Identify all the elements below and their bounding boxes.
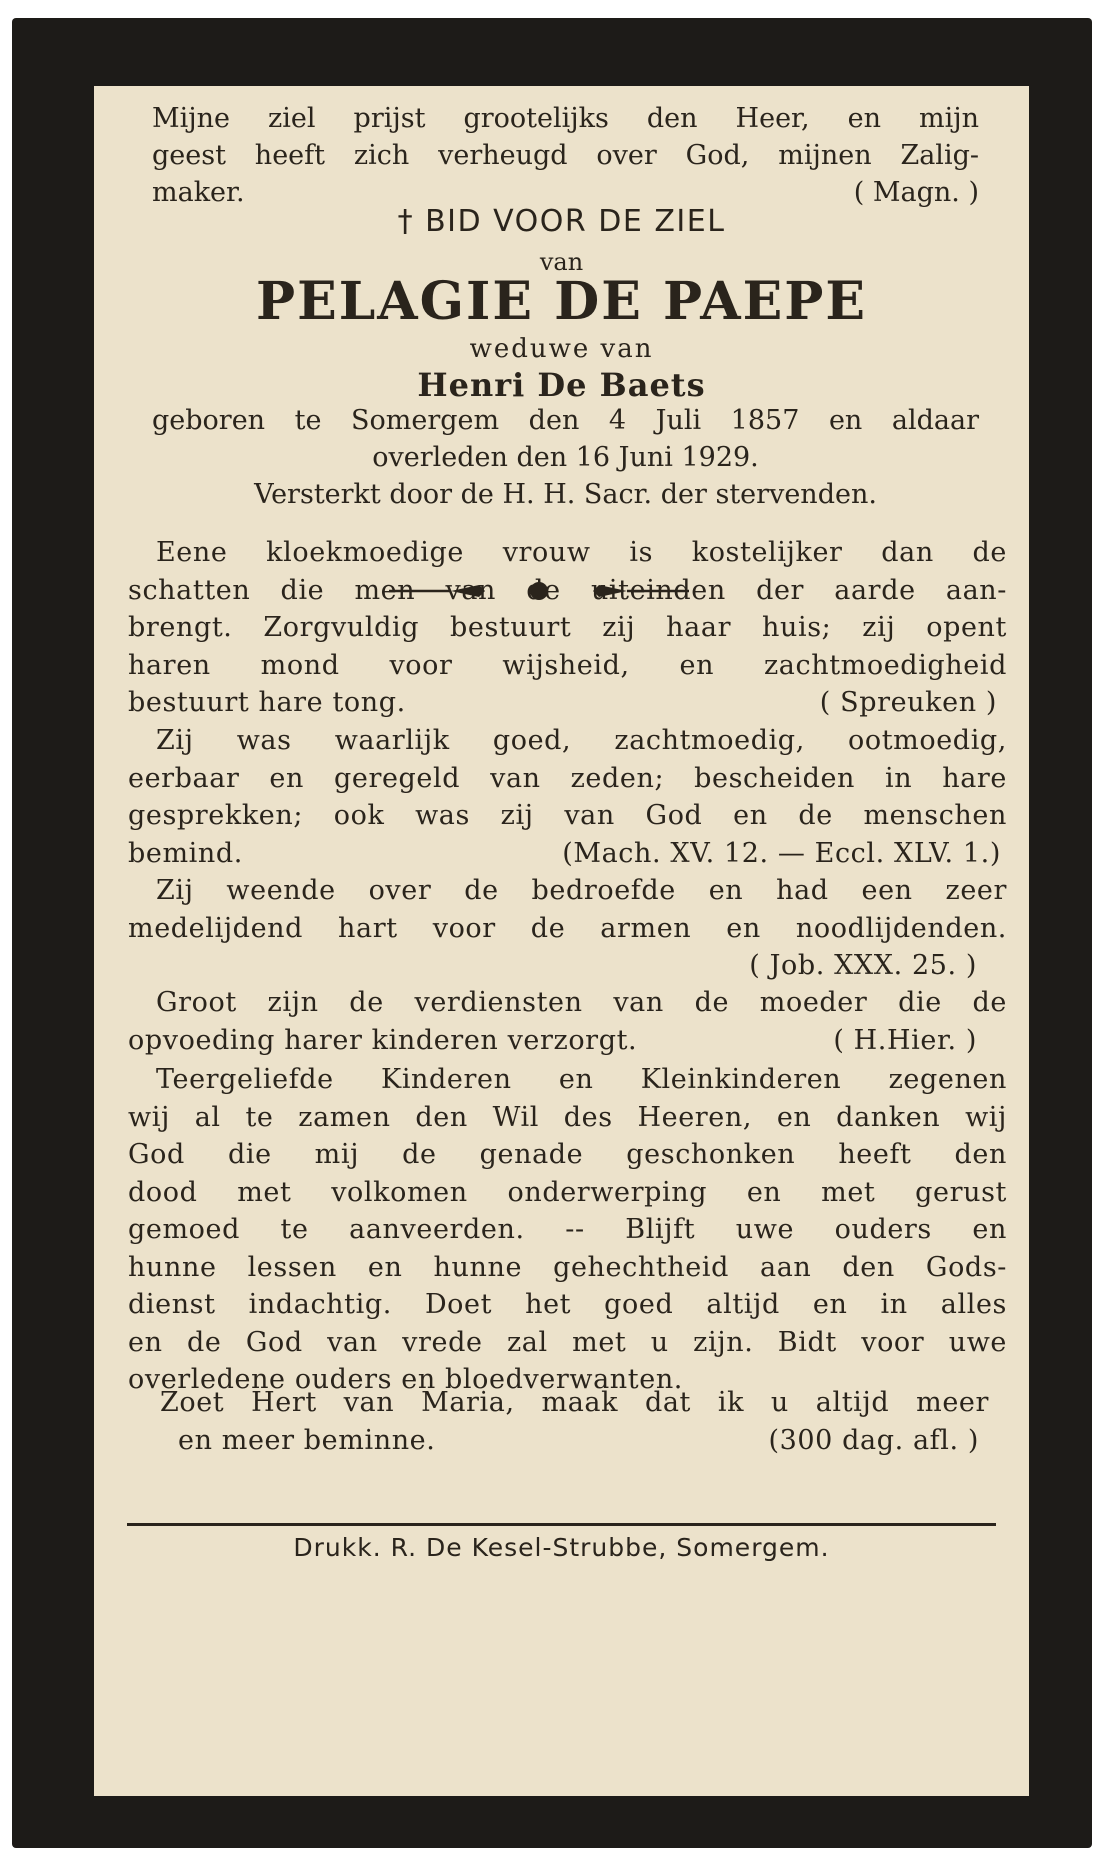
paragraph-farewell [128, 1061, 1007, 1399]
memorial-card-paper [94, 86, 1029, 1796]
text-line: medelijdend hart voor de armen en noodlijdenden. [128, 912, 1007, 944]
citation: (Mach. XV. 12. — Eccl. XLV. 1.) [562, 837, 1001, 869]
paragraph-spreuken [128, 534, 1007, 722]
van-label: van [539, 248, 584, 276]
memorial-card-border [12, 18, 1092, 1848]
sacraments-line: Versterkt door de H. H. Sacr. der stervenden. [254, 479, 877, 510]
printer-credit: Drukk. R. De Kesel-Strubbe, Somergem. [293, 1533, 830, 1562]
text-line: gemoed te aanveerden. -- Blijft uwe ouders en [128, 1214, 1007, 1245]
text-line: overledene ouders en bloedverwanten. [128, 1364, 683, 1395]
text-line: dienst indachtig. Doet het goed altijd en in alles [128, 1289, 1007, 1320]
citation: ( H.Hier. ) [833, 1024, 977, 1056]
text-line: Teergeliefde Kinderen en Kleinkinderen zegenen [156, 1064, 1007, 1095]
paragraph-machabeen [128, 722, 1007, 872]
text-line: haren mond voor wijsheid, en zachtmoedigheid [128, 649, 1007, 681]
text-line-with-source [128, 1022, 1007, 1060]
text-line: opvoeding harer kinderen verzorgt. [128, 1024, 638, 1056]
epigraph-line: maker. [152, 177, 245, 208]
citation: ( Job. XXX. 25. ) [749, 950, 977, 981]
text-line: eerbaar en geregeld van zeden; bescheiden in hare [128, 762, 1007, 794]
text-line: en de God van vrede zal met u zijn. Bidt voor uwe [128, 1326, 1007, 1358]
epigraph-line: Mijne ziel prijst grootelijks den Heer, en mijn [152, 103, 979, 134]
citation: (300 dag. afl. ) [768, 1424, 979, 1456]
text-line: dood met volkomen onderwerping en met gerust [128, 1176, 1007, 1208]
text-line-with-source [128, 684, 1007, 722]
text-line: wij al te zamen den Wil des Heeren, en danken wij [128, 1101, 1007, 1133]
text-line: bestuurt hare tong. [128, 687, 406, 718]
text-line: God die mij de genade geschonken heeft den [128, 1139, 1007, 1170]
paragraph-hieronymus [128, 984, 1007, 1059]
widow-label: weduwe van [469, 334, 654, 364]
text-line: Eene kloekmoedige vrouw is kostelijker dan de [156, 537, 1007, 568]
life-dates [152, 402, 979, 513]
text-line: Zij weende over de bedroefde en had een zeer [156, 875, 1007, 906]
deceased-name: PELAGIE DE PAEPE [256, 271, 867, 332]
text-line: hunne lessen en hunne gehechtheid aan den Gods- [128, 1251, 1007, 1283]
paragraph-indulgence [128, 1384, 989, 1459]
paragraph-job [128, 872, 1007, 985]
footer-rule [127, 1523, 996, 1526]
prayer-heading: † BID VOOR DE ZIEL [397, 204, 726, 239]
epigraph-line: geest heeft zich verheugd over God, mijnen Zalig- [152, 140, 979, 171]
text-line: Groot zijn de verdiensten van de moeder die de [156, 987, 1007, 1018]
text-line: brengt. Zorgvuldig bestuurt zij haar huis; zij opent [128, 612, 1007, 643]
text-line: schatten die men van de uiteinden der aarde aan- [128, 574, 1007, 606]
birth-line: geboren te Somergem den 4 Juli 1857 en aldaar [152, 405, 979, 436]
text-line: gesprekken; ook was zij van God en de menschen [128, 800, 1007, 831]
epigraph-source: ( Magn. ) [853, 177, 979, 208]
text-line: en meer beminne. [178, 1424, 436, 1456]
text-line: Zij was waarlijk goed, zachtmoedig, ootmoedig, [156, 725, 1007, 756]
text-line: bemind. [128, 837, 243, 869]
death-line: overleden den 16 Juni 1929. [372, 442, 759, 473]
epigraph [152, 100, 979, 211]
text-line-with-source [128, 1422, 989, 1460]
text-line-with-source [128, 835, 1007, 873]
husband-name: Henri De Baets [417, 366, 706, 404]
text-line: Zoet Hert van Maria, maak dat ik u altijd meer [160, 1387, 989, 1418]
citation: ( Spreuken ) [819, 687, 997, 718]
